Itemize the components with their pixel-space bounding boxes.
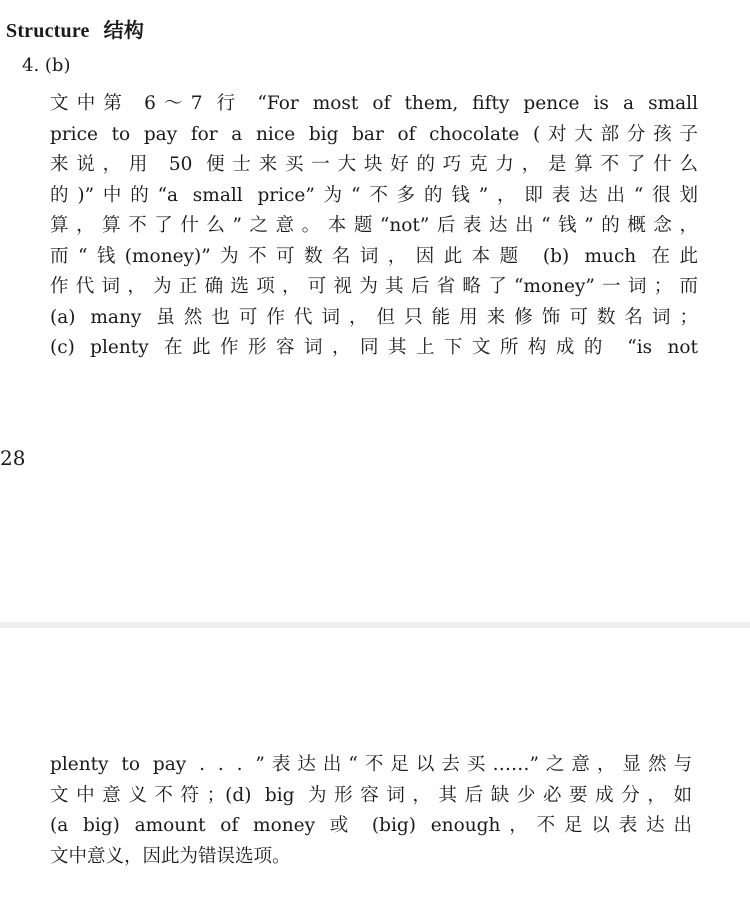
explanation-line: plenty to pay . . . ”表达出“不足以去买……”之意，显然与 (50, 754, 692, 775)
question-number: 4. (b) (22, 55, 71, 76)
explanation-line: 文中意义不符；(d) big 为形容词，其后缺少必要成分，如 (50, 784, 692, 806)
explanation-line: 文中第 6～7 行 “For most of them, fifty pence is a small (50, 93, 698, 114)
explanation-line: price to pay for a nice big bar of chocolate (对大部分孩子 (50, 123, 698, 145)
explanation-line: 来说，用 50 便士来买一大块好的巧克力，是算不了什么 (50, 154, 698, 175)
explanation-line: 的)”中的“a small price”为“不多的钱”，即表达出“很划 (50, 184, 698, 206)
explanation-line: 算，算不了什么”之意。本题“not”后表达出“钱”的概念， (50, 215, 698, 236)
section-heading (6, 14, 144, 43)
explanation-line: (a) many 虽然也可作代词，但只能用来修饰可数名词； (50, 306, 698, 328)
explanation-line: (a big) amount of money 或 (big) enough，不足以表达出 (50, 815, 692, 836)
section-heading-en: Structure (6, 20, 90, 42)
explanation-line: (c) plenty 在此作形容词，同其上下文所构成的 “is not (50, 337, 698, 358)
explanation-line: 作代词，为正确选项，可视为其后省略了“money”一词；而 (50, 276, 698, 297)
section-heading-zh: 结构 (103, 18, 145, 42)
page-number: 28 (0, 446, 26, 470)
explanation-line: 而“钱(money)”为不可数名词，因此本题 (b) much 在此 (50, 245, 698, 267)
explanation-line: 文中意义，因此为错误选项。 (50, 845, 291, 867)
explanation-continuation (50, 750, 692, 872)
explanation-paragraph (50, 89, 698, 364)
